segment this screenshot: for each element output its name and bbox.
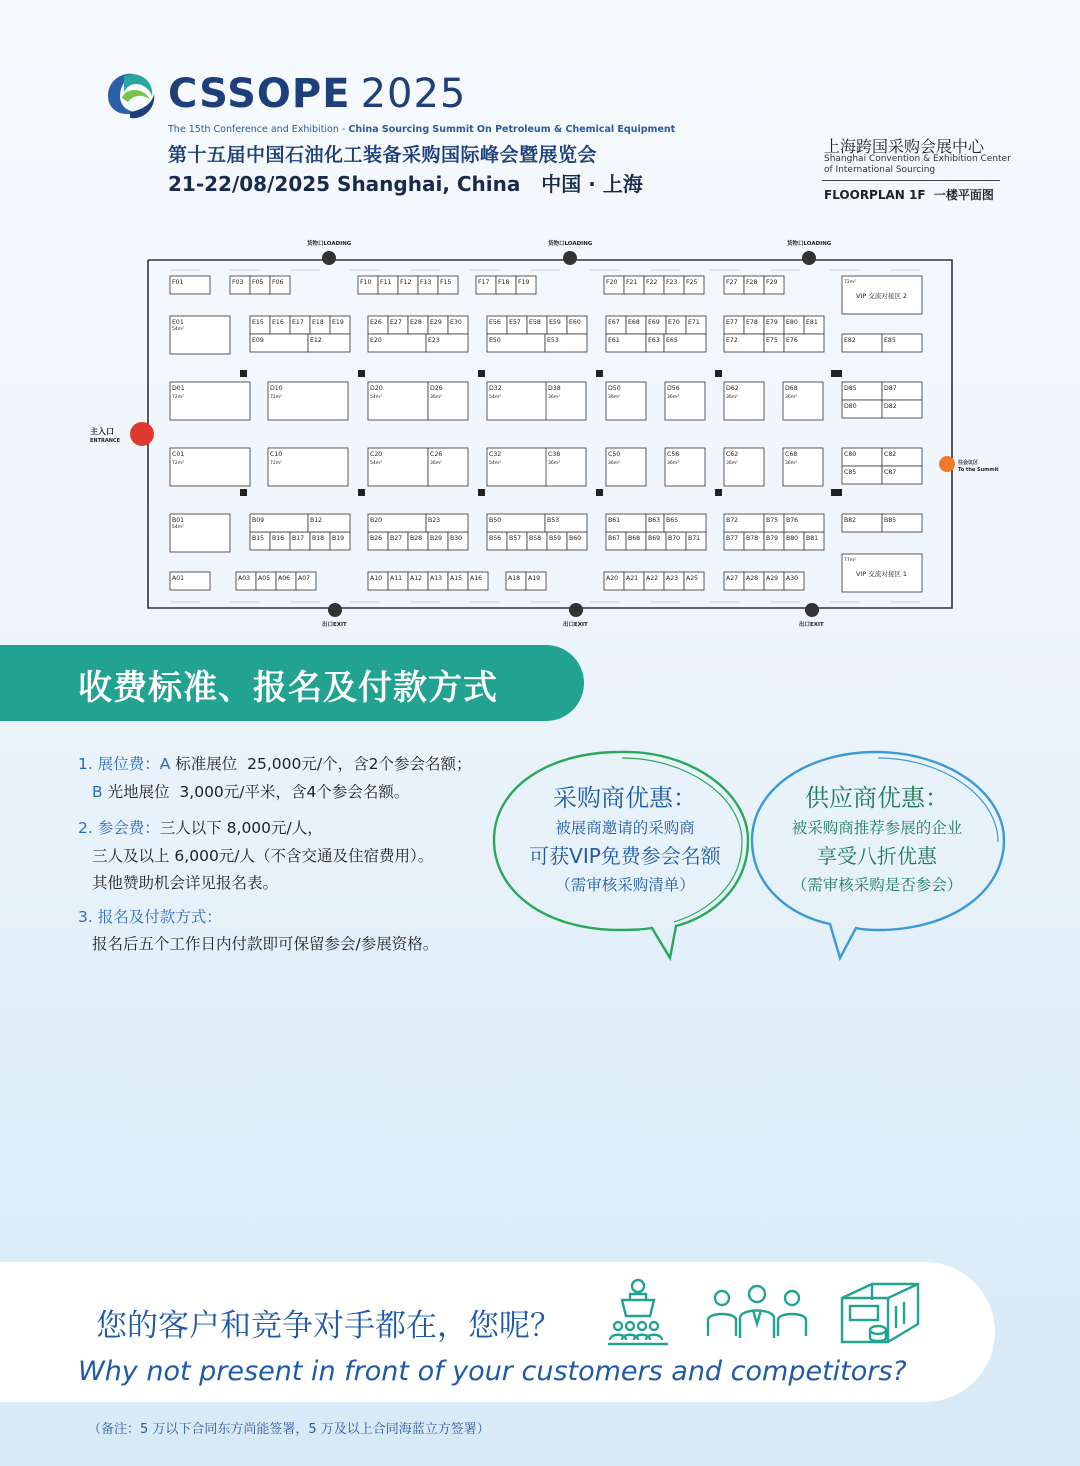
pillar [831,489,838,496]
floorplan-map [90,236,1010,636]
booth-label: E19 [332,319,344,326]
subtitle-en-prefix: The 15th Conference and Exhibition - [168,124,349,135]
fee-item-label: 展位费： [97,755,160,773]
booth-label: A15 [450,575,463,582]
supplier-line-2: 享受八折优惠 [817,844,937,868]
brand-year: 2025 [360,71,467,117]
summit-label-en: To the Summit [958,467,999,473]
fee-item-label: 参会费： [97,819,160,837]
exit-icon [805,603,819,617]
booth-area: 36m² [430,461,442,466]
booth-label: E59 [549,319,561,326]
tagline-en: Why not present in front of your customers and competitors? [78,1356,907,1387]
vip-area-label: VIP 交流对接区 1 [856,570,908,578]
booth-label: E72 [726,337,738,344]
booth-label: C87 [884,469,897,476]
booth-label: D82 [884,403,897,410]
booth-label: E75 [766,337,778,344]
booth-label: B15 [252,535,265,542]
booth-label: C01 [172,451,185,458]
pillar [831,370,838,377]
booth-label: B17 [292,535,305,542]
booth-label: C10 [270,451,283,458]
pillar [596,489,603,496]
booth-label: B79 [766,535,779,542]
booth-label: C62 [726,451,739,458]
booth-area: 36m² [548,395,560,400]
booth-label: D62 [726,385,739,392]
brand-name: CSSOPE [168,71,351,117]
venue-name-cn: 上海跨国采购会展中心 [824,137,985,156]
pillar [358,489,365,496]
booth-label: B61 [608,517,621,524]
booth-label: A16 [470,575,483,582]
pillar [478,489,485,496]
booth-label: E09 [252,337,264,344]
booth-label: A25 [686,575,699,582]
booth-label: E79 [766,319,778,326]
booth-label: B81 [806,535,819,542]
booth-area: 36m² [667,395,679,400]
booth-label: E71 [688,319,700,326]
booth-label: E81 [806,319,818,326]
booth-label: E56 [489,319,501,326]
supplier-title: 供应商优惠： [805,784,949,812]
fee-line-3 [78,816,323,838]
booth-label: F23 [666,279,678,286]
exit-icon [328,603,342,617]
booth-label: B26 [370,535,383,542]
booth-label: E18 [312,319,324,326]
booth-label: A18 [508,575,521,582]
booth-label: F15 [440,279,452,286]
booth-label: E16 [272,319,284,326]
booth-label: B18 [312,535,325,542]
booth-label: D20 [370,385,383,392]
booth-label: E60 [569,319,581,326]
booth-label: B72 [726,517,739,524]
booth-label: D38 [548,385,561,392]
booth-label: E76 [786,337,798,344]
booth-label: B85 [884,517,897,524]
booth-label: D68 [785,385,798,392]
pillar [358,370,365,377]
booth-label: E65 [666,337,678,344]
booth-area: 54m² [370,395,382,400]
fee-item-label: 报名及付款方式： [97,908,222,926]
booth-label: F29 [766,279,778,286]
booth-type-b: B [92,783,103,801]
booth-label: F19 [518,279,530,286]
booth-label: A19 [528,575,541,582]
booth-label: A10 [370,575,383,582]
buyer-line-2: 可获VIP免费参会名额 [529,844,721,868]
booth-label: E77 [726,319,738,326]
booth-label: E63 [648,337,660,344]
venue-divider [822,180,1000,181]
booth-label: F05 [252,279,264,286]
section-title: 收费标准、报名及付款方式 [78,668,498,708]
exit-label: 出口EXIT [322,622,347,628]
floorplan-label: FLOORPLAN 1F 一楼平面图 [824,188,994,202]
subtitle-en-main: China Sourcing Summit On Petroleum & Chemical Equipment [348,124,676,135]
fee-line-2 [92,780,409,802]
booth-label: A01 [172,575,185,582]
exit-icon [569,603,583,617]
booth-label: E50 [489,337,501,344]
loading-dock-icon [322,251,336,265]
booth-label: A06 [278,575,291,582]
entrance-icon [130,422,154,446]
vip-area-label: VIP 交流对接区 2 [856,292,908,300]
booth-label: B09 [252,517,265,524]
pillar [240,489,247,496]
booth-label: E67 [608,319,620,326]
booth-label: F10 [360,279,372,286]
loading-label: 货物口LOADING [307,241,352,247]
booth-label: F18 [498,279,510,286]
booth-label: B70 [668,535,681,542]
booth-label: B80 [786,535,799,542]
booth-label: E58 [529,319,541,326]
booth-label: E61 [608,337,620,344]
booth-label: A21 [626,575,639,582]
pillar [715,370,722,377]
booth-label: E53 [547,337,559,344]
booth-label: C56 [667,451,680,458]
booth-label: B56 [489,535,502,542]
booth-area: 54m² [172,525,184,530]
booth-type-a: A [159,755,171,773]
booth-label: C68 [785,451,798,458]
booth-label: A12 [410,575,423,582]
brand-title [168,68,466,120]
booth-label: D50 [608,385,621,392]
booth-label: B30 [450,535,463,542]
booth-area: 36m² [726,395,738,400]
fee-text: 光地展位 3,000元/平米，含4个参会名额。 [102,783,410,801]
booth-label: E26 [370,319,382,326]
booth-area: 72m² [844,280,856,285]
booth-label: E01 [172,319,184,326]
entrance-label-cn: 主入口 [90,427,114,436]
booth-label: E80 [786,319,798,326]
booth-label: A23 [666,575,679,582]
booth-label: B60 [569,535,582,542]
booth-area: 36m² [430,395,442,400]
booth-label: F13 [420,279,432,286]
booth-label: A28 [746,575,759,582]
subtitle-en [168,124,675,135]
summit-icon [939,456,955,472]
booth-label: F20 [606,279,618,286]
booth-label: B78 [746,535,759,542]
booth-label: C85 [844,469,857,476]
booth-label: E85 [884,337,896,344]
booth-area: 72m² [172,461,184,466]
team-people-icon [706,1284,808,1340]
booth-label: E23 [428,337,440,344]
booth-label: B76 [786,517,799,524]
booth-label: B16 [272,535,285,542]
subtitle-cn: 第十五届中国石油化工装备采购国际峰会暨展览会 [168,144,598,166]
venue-name-en-2: of International Sourcing [824,165,936,175]
exit-label: 出口EXIT [799,622,824,628]
booth-label: B50 [489,517,502,524]
booth-label: E78 [746,319,758,326]
booth-label: B01 [172,517,185,524]
booth-label: B29 [430,535,443,542]
fee-line-7: 报名后五个工作日内付款即可保留参会/参展资格。 [92,935,439,953]
entrance-label-en: ENTRANCE [90,438,120,444]
booth-area: 72m² [172,395,184,400]
booth-label: B69 [648,535,661,542]
booth-label: B67 [608,535,621,542]
booth-label: D32 [489,385,502,392]
booth-label: B82 [844,517,857,524]
booth-area: 54m² [370,461,382,466]
booth-label: D85 [844,385,857,392]
booth-label: A29 [766,575,779,582]
fee-line-1 [78,752,471,774]
booth-label: B57 [509,535,522,542]
booth-label: D80 [844,403,857,410]
booth-label: C38 [548,451,561,458]
pillar [478,370,485,377]
booth-label: E15 [252,319,264,326]
booth-label: A07 [298,575,311,582]
booth-area: 72m² [270,461,282,466]
booth-label: A03 [238,575,251,582]
booth-area: 36m² [548,461,560,466]
booth-label: B77 [726,535,739,542]
booth-label: C82 [884,451,897,458]
booth-area: 36m² [608,395,620,400]
booth-label: C26 [430,451,443,458]
booth-label: B63 [648,517,661,524]
booth-area: 72m² [270,395,282,400]
booth-area: 77m² [844,558,856,563]
booth-label: F28 [746,279,758,286]
booth-label: A20 [606,575,619,582]
booth-label: B12 [310,517,323,524]
cssope-logo-icon [100,66,158,122]
booth-label: B71 [688,535,701,542]
fee-text: 标准展位 25,000元/个，含2个参会名额； [170,755,472,773]
booth-label: E12 [310,337,322,344]
fee-line-6 [78,905,222,927]
booth-label: B59 [549,535,562,542]
booth-area: 36m² [785,461,797,466]
conference-speaker-icon [604,1278,672,1346]
booth-label: E70 [668,319,680,326]
booth-label: E82 [844,337,856,344]
booth-area: 36m² [608,461,620,466]
booth-area: 54m² [172,327,184,332]
buyer-title: 采购商优惠： [553,784,697,812]
event-date: 21-22/08/2025 Shanghai, China 中国 · 上海 [168,172,643,196]
booth-label: A22 [646,575,659,582]
booth-label: B19 [332,535,345,542]
booth-label: E57 [509,319,521,326]
buyer-line-1: 被展商邀请的采购商 [555,819,695,837]
booth-label: B58 [529,535,542,542]
fee-item-number: 3. [78,908,98,926]
booth-label: B27 [390,535,403,542]
venue-name-en-1: Shanghai Convention & Exhibition Center [824,154,1011,164]
booth-area: 36m² [667,461,679,466]
booth-label: F17 [478,279,490,286]
booth-label: F12 [400,279,412,286]
booth-label: F21 [626,279,638,286]
booth-label: D87 [884,385,897,392]
booth-label: B20 [370,517,383,524]
booth-label: A30 [786,575,799,582]
booth-label: D56 [667,385,680,392]
booth-label: B53 [547,517,560,524]
buyer-line-3: （需审核采购清单） [555,876,695,894]
booth-label: A27 [726,575,739,582]
booth-label: D01 [172,385,185,392]
booth-label: E28 [410,319,422,326]
booth-label: B23 [428,517,441,524]
booth-label: A11 [390,575,403,582]
booth-label: A13 [430,575,443,582]
booth-label: B75 [766,517,779,524]
booth-label: F06 [272,279,284,286]
booth-label: E29 [430,319,442,326]
booth-label: E68 [628,319,640,326]
pillar [715,489,722,496]
booth-label: F11 [380,279,392,286]
supplier-line-3: （需审核采购是否参会） [791,876,963,894]
hall-wall [148,260,952,608]
summit-label-cn: 往会议区 [958,460,979,466]
booth-label: B28 [410,535,423,542]
exit-label: 出口EXIT [563,622,588,628]
pillar [596,370,603,377]
loading-dock-icon [563,251,577,265]
loading-label: 货物口LOADING [787,241,832,247]
booth-label: C50 [608,451,621,458]
booth-label: F27 [726,279,738,286]
booth-label: B65 [666,517,679,524]
loading-label: 货物口LOADING [548,241,593,247]
booth-area: 54m² [489,461,501,466]
booth-label: D10 [270,385,283,392]
booth-label: F25 [686,279,698,286]
booth-label: E69 [648,319,660,326]
booth-label: B68 [628,535,641,542]
footnote: （备注：5 万以下合同东方尚能签署，5 万及以上合同海蓝立方签署） [88,1422,490,1437]
booth-area: 36m² [785,395,797,400]
pillar [240,370,247,377]
exhibition-booth-icon [838,1280,922,1346]
supplier-line-1: 被采购商推荐参展的企业 [791,819,963,837]
booth-label: A05 [258,575,271,582]
booth-label: F03 [232,279,244,286]
booth-label: D26 [430,385,443,392]
fee-line-4: 三人及以上 6,000元/人（不含交通及住宿费用）。 [92,847,434,865]
fee-text: 三人以下 8,000元/人， [159,819,323,837]
booth-area: 54m² [489,395,501,400]
booth-label: C32 [489,451,502,458]
booth-area: 36m² [726,461,738,466]
loading-dock-icon [802,251,816,265]
booth-label: F01 [172,279,184,286]
fee-item-number: 2. [78,819,98,837]
booth-label: E20 [370,337,382,344]
booth-label: E27 [390,319,402,326]
fee-line-5: 其他赞助机会详见报名表。 [92,874,279,892]
tagline-cn: 您的客户和竞争对手都在，您呢？ [96,1308,561,1344]
fee-item-number: 1. [78,755,98,773]
booth-label: E30 [450,319,462,326]
booth-label: E17 [292,319,304,326]
booth-label: C20 [370,451,383,458]
booth-label: F22 [646,279,658,286]
booth-label: C80 [844,451,857,458]
